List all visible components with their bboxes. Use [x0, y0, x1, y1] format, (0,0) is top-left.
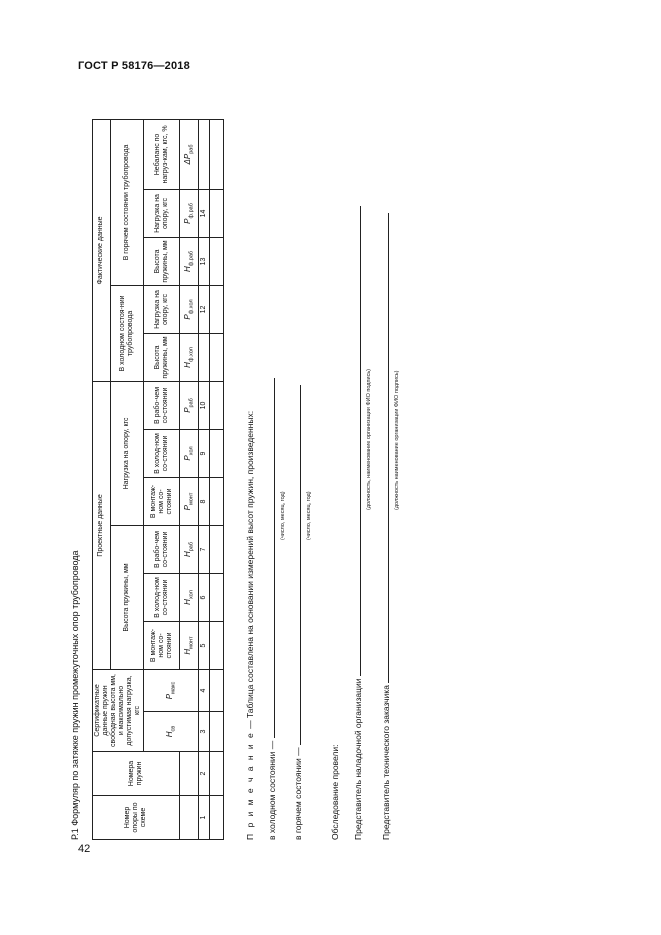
header-cert: Сертификатные данные пружин свободная высота мм, и максимально допустимая нагрузка, кгс	[93, 670, 144, 752]
sym-p-frab: $P_{ф.раб}$	[180, 189, 199, 237]
sub-h-work: В рабо-чем со-стоянии	[144, 526, 180, 574]
rep-customer-hint: (должность наименование организации ФИО подпись)	[394, 370, 400, 510]
form-caption: Р.1 Формуляр по затяжке пружин промежуточных опор трубопровода	[70, 550, 80, 840]
sym-p-fhol: $P_{ф.хол}$	[180, 285, 199, 333]
date-hint-1: (число, месяц, год)	[280, 491, 286, 540]
header-actual: Фактические данные	[93, 119, 111, 381]
sub-cold-load: Нагрузка на опору, кгс	[144, 285, 180, 333]
document-header: ГОСТ Р 58176—2018	[78, 60, 190, 72]
sym-h-frab: $H_{ф.раб}$	[180, 237, 199, 285]
sym-dp-rab: $\Delta P_{раб}$	[180, 119, 199, 189]
sub-hot-load: Нагрузка на опору, кгс	[144, 189, 180, 237]
sub-hot-height: Высота пружины, мм	[144, 237, 180, 285]
header-cold: В холодном состоя-нии трубопровода	[110, 285, 144, 381]
sym-h-fhol: $H_{ф.хол}$	[180, 333, 199, 381]
table-row: 1 2 3 4 5 6 7 8 9 10 12 13 14	[199, 119, 210, 839]
header-height: Высота пружины, мм	[110, 526, 144, 670]
header-support-no: Номер опоры по схеме	[93, 796, 180, 840]
sym-p-max: $P_{макс}$	[144, 670, 199, 712]
sym-p-mont: $P_{монт}$	[180, 478, 199, 526]
header-project: Проектные данные	[93, 381, 111, 669]
sub-p-work: В рабо-чем со-стоянии	[144, 381, 180, 429]
header-spring-no: Номера пружин	[93, 752, 180, 796]
rep-setup-hint: (должность, наименование организации ФИО подпись)	[366, 368, 372, 510]
header-hot: В горячем состоянии трубопровода	[110, 119, 144, 285]
rotated-form	[70, 120, 430, 840]
sym-h-sv: $H_{св}$	[144, 712, 199, 752]
sub-cold-height: Высота пружины, мм	[144, 333, 180, 381]
sub-p-cold: В холод-ном со-стоянии	[144, 430, 180, 478]
page-number: 42	[78, 843, 91, 855]
survey-line: Обследование провели:	[330, 744, 340, 840]
sym-h-hol: $H_{хол}$	[180, 574, 199, 622]
rep-customer-line: Представитель технического заказчика	[381, 213, 391, 840]
rep-setup-line: Представитель наладочной организации	[353, 206, 363, 840]
sym-h-mont: $H_{монт}$	[180, 622, 199, 670]
cold-line: в холодном состоянии —	[267, 378, 277, 840]
header-load: Нагрузка на опору, кгс	[110, 381, 144, 525]
table-row	[210, 119, 224, 839]
note-line: П р и м е ч а н и е — Таблица составлена на основании измерений высот пружин, произведенных:	[245, 410, 255, 840]
sub-h-cold: В холод-ном со-стоянии	[144, 574, 180, 622]
spring-form-table	[92, 119, 224, 840]
sub-h-mount: В монтаж-ном со-стоянии	[144, 622, 180, 670]
sym-p-hol: $P_{хол}$	[180, 430, 199, 478]
hot-line: в горячем состоянии —	[293, 385, 303, 840]
date-hint-2: (число, месяц, год)	[306, 491, 312, 540]
sym-p-rab: $P_{раб}$	[180, 381, 199, 429]
sub-p-mount: В монтаж-ном со-стоянии	[144, 478, 180, 526]
sub-imbalance: Небаланс по нагруз-кам, кгс, %	[144, 119, 180, 189]
sym-h-rab: $H_{раб}$	[180, 526, 199, 574]
